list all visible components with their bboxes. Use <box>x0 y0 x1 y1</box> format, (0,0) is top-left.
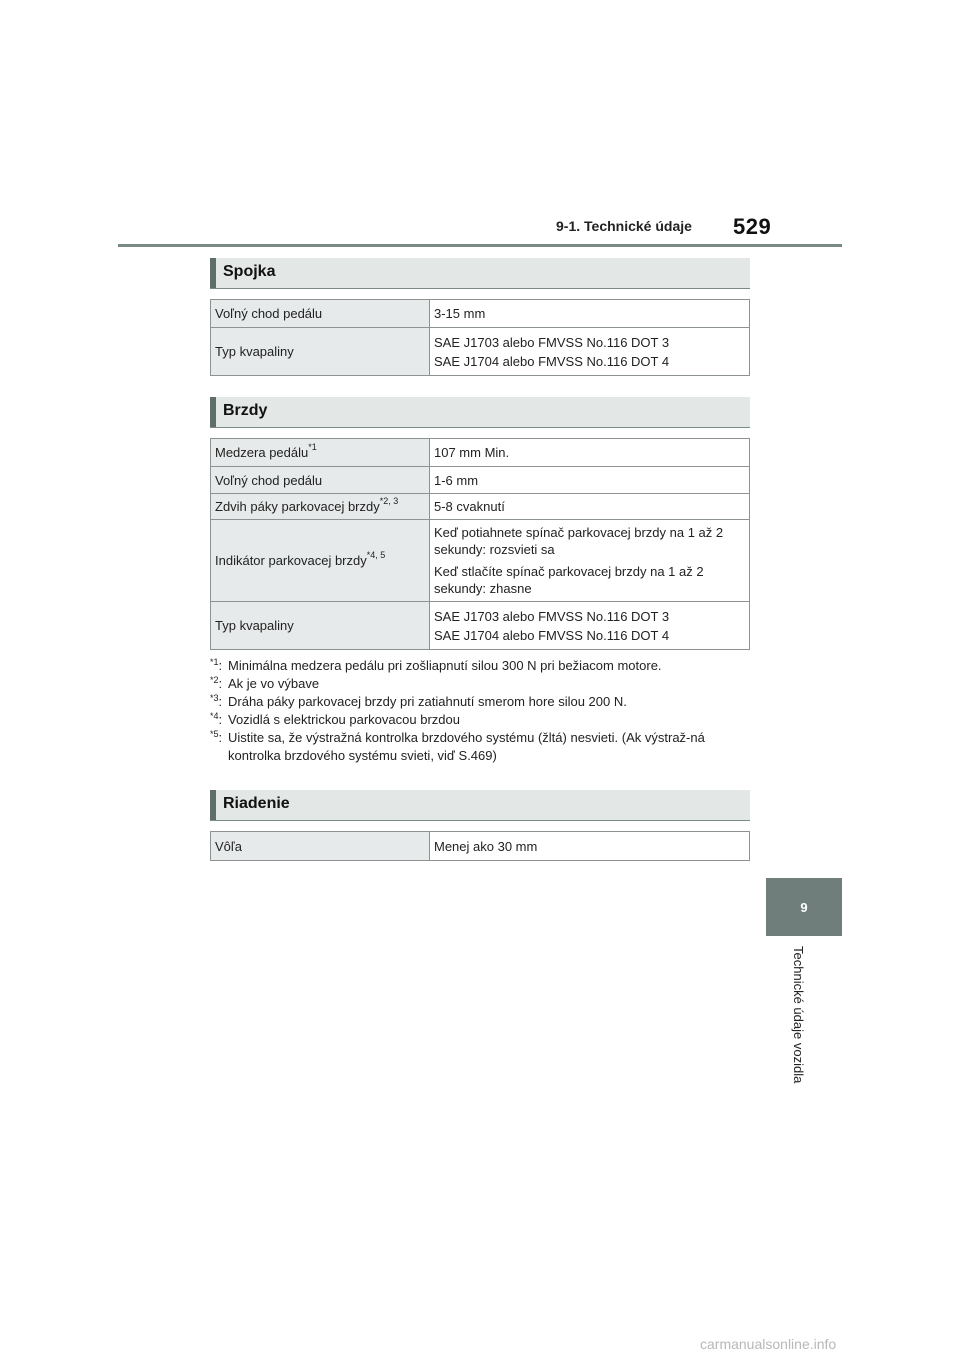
footnote: $^{*3}$: Dráha páky parkovacej brzdy pri zatiahnutí smerom hore silou 200 N. <box>210 693 627 709</box>
section-title-riadenie: Riadenie <box>223 795 290 812</box>
table-row <box>211 467 750 494</box>
table-row <box>211 602 750 650</box>
section-header-spojka <box>210 258 750 289</box>
footnote: $^{*5}$: Uistite sa, že výstražná kontrolka brzdového systému (žltá) nesvieti. (Ak výstraž-ná kontrolka brzdového systému svieti, viď S.469) <box>210 729 705 763</box>
section-title: 9-1. Technické údaje <box>556 218 692 234</box>
chapter-number: 9 <box>800 899 808 915</box>
spec-value: 3-15 mm <box>430 300 750 328</box>
spec-value: 1-6 mm <box>430 467 750 494</box>
spec-value: 107 mm Min. <box>430 439 750 467</box>
spec-key: Typ kvapaliny <box>211 602 430 650</box>
footnote: $^{*2}$: Ak je vo výbave <box>210 675 320 691</box>
table-row <box>211 328 750 376</box>
spec-key: Medzera pedálu$^{*1}$ <box>211 439 430 467</box>
section-header-riadenie <box>210 790 750 821</box>
table-row <box>211 494 750 520</box>
spec-value: SAE J1703 alebo FMVSS No.116 DOT 3 SAE J1704 alebo FMVSS No.116 DOT 4 <box>430 328 750 376</box>
chapter-label: Technické údaje vozidla <box>791 946 806 1084</box>
table-row <box>211 832 750 861</box>
footnote: $^{*1}$: Minimálna medzera pedálu pri zošliapnutí silou 300 N pri bežiacom motore. <box>210 657 662 673</box>
spec-key: Indikátor parkovacej brzdy$^{*4, 5}$ <box>211 520 430 602</box>
spec-key: Voľný chod pedálu <box>211 467 430 494</box>
spec-key: Vôľa <box>211 832 430 861</box>
footnote-ref: *2, 3 <box>379 496 399 506</box>
spec-value: Menej ako 30 mm <box>430 832 750 861</box>
page-number: 529 <box>733 214 772 239</box>
spec-value: 5-8 cvaknutí <box>430 494 750 520</box>
table-row <box>211 300 750 328</box>
spec-key: Voľný chod pedálu <box>211 300 430 328</box>
spec-value: SAE J1703 alebo FMVSS No.116 DOT 3 SAE J1704 alebo FMVSS No.116 DOT 4 <box>430 602 750 650</box>
section-accent-bar <box>210 258 216 288</box>
footnote: $^{*4}$: Vozidlá s elektrickou parkovacou brzdou <box>210 711 460 727</box>
table-row <box>211 520 750 602</box>
footnote-ref: *4, 5 <box>366 550 386 560</box>
footnote-ref: *1 <box>308 442 317 452</box>
section-accent-bar <box>210 790 216 820</box>
table-riadenie <box>210 831 750 861</box>
table-row <box>211 439 750 467</box>
chapter-tab[interactable] <box>766 878 842 936</box>
footnotes <box>210 657 750 765</box>
spec-key: Zdvih páky parkovacej brzdy$^{*2, 3}$ <box>211 494 430 520</box>
spec-value: Keď potiahnete spínač parkovacej brzdy na 1 až 2 sekundy: rozsvieti sa Keď stlačíte spínač parkovacej brzdy na 1 až 2 sekundy: zhasne <box>430 520 750 602</box>
section-title-brzdy: Brzdy <box>223 402 268 419</box>
watermark: carmanualsonline.info <box>700 1336 837 1352</box>
section-accent-bar <box>210 397 216 427</box>
header-rule <box>118 244 842 247</box>
section-header-brzdy <box>210 397 750 428</box>
table-spojka <box>210 299 750 376</box>
section-title-spojka: Spojka <box>223 263 276 280</box>
spec-key: Typ kvapaliny <box>211 328 430 376</box>
table-brzdy <box>210 438 750 650</box>
